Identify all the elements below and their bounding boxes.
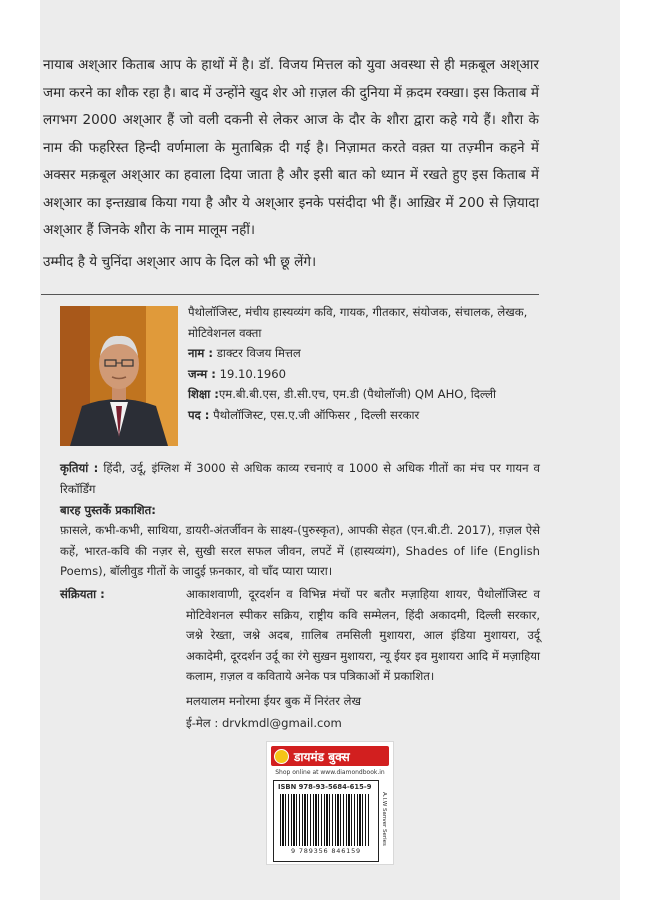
works-label: कृतियां : (60, 461, 99, 475)
email-address: drvkmdl@gmail.com (221, 716, 342, 730)
publisher-logo-bar (271, 746, 389, 766)
author-education-row (188, 384, 540, 405)
books-list: फ़ासले, कभी-कभी, साथिया, डायरी-अंतर्जीवन के साक्ष्य-(पुरुस्कृत), आपकी सेहत (एन.बी.टी. 2017), ग़ज़ल ऐसे कहें, भारत-कवि की नज़र से, सुखी सरल सफल जीवन, लपटें में (हास्यव्यंग), Shades of life (English Poems), बॉलीवुड गीतों के जादुई फ़नकार, वो चाँद प्यारा प्यारा। (60, 523, 540, 578)
works-text: हिंदी, उर्दू, इंग्लिश में 3000 से अधिक काव्य रचनाएं व 1000 से अधिक गीतों का मंच पर गायन व रिकॉर्डिंग (60, 461, 540, 496)
name-label: नाम : (188, 346, 214, 360)
author-dob: 19.10.1960 (219, 366, 286, 381)
barcode-bars (280, 794, 370, 846)
books-heading: बारह पुस्तकें प्रकाशित: (60, 503, 156, 517)
post-label: पद : (188, 407, 210, 422)
email-label: ई-मेल : (186, 716, 219, 730)
email-row (186, 713, 546, 734)
intro-closing-line: उम्मीद है ये चुनिंदा अश्आर आप के दिल को भी छू लेंगे। (43, 253, 317, 270)
series-side-label (380, 782, 388, 858)
author-post: पैथोलॉजिस्ट, एस.ए.जी ऑफिसर , दिल्ली सरकार (213, 407, 420, 422)
series-name: A.I.W Sanver Series (381, 792, 387, 846)
publisher-shop-line: Shop online at www.diamondbook.in (275, 769, 385, 776)
author-post-row (188, 405, 540, 426)
isbn-number: ISBN 978-93-5684-615-9 (278, 783, 372, 791)
intro-paragraph: नायाब अश्आर किताब आप के हाथों में है। डॉ. विजय मित्तल को युवा अवस्था से ही मक़बूल अश्आर जमा करने का शौक रहा है। बाद में उन्होंने खुद शेर ओ ग़ज़ल की दुनिया में क़दम रक्खा। इस किताब में लगभग 2000 अश्आर हैं जो वली दकनी से लेकर आज के दौर के शौरा द्वारा कहे गये हैं। शौरा के नाम की फहरिस्त हिन्दी वर्णमाला के मुताबिक़ दी गई है। निज़ामत करते वक़्त या तज़्मीन कहने में अक्सर मक़बूल अश्आर का हवाला दिया जाता है और इसी बात को ध्यान में रखते हुए इस किताब में अश्आर का इन्तख़ाब किया गया है और ये अश्आर इनके पसंदीदा भी हैं। आख़िर में 200 से ज़ियादा अश्आर हैं जिनके शौरा के नाम मालूम नहीं। (43, 57, 539, 238)
publisher-barcode-card (266, 741, 394, 865)
section-divider (41, 294, 539, 295)
publisher-name: डायमंड बुक्स (294, 749, 350, 764)
barcode-box (273, 780, 379, 862)
author-dob-row (188, 364, 540, 385)
malayalam-line: मलयालम मनोरमा ईयर बुक में निरंतर लेख (186, 694, 361, 708)
author-profession: पैथोलॉजिस्ट, मंचीय हास्यव्यंग कवि, गायक, गीतकार, संयोजक, संचालक, लेखक, मोटिवेशनल वक्ता (188, 305, 528, 340)
author-photo (60, 306, 178, 446)
education-label: शिक्षा : (188, 387, 219, 401)
author-name-row (188, 343, 540, 364)
works-section (60, 458, 540, 499)
intro-section (43, 52, 539, 276)
books-heading-row (60, 500, 540, 521)
dob-label: जन्म : (188, 366, 216, 381)
diamond-logo-icon (274, 749, 289, 764)
author-education: एम.बी.बी.एस, डी.सी.एच, एम.डी (पैथोलॉजी) QM AHO, दिल्ली (218, 387, 497, 401)
author-portrait-illustration (60, 306, 178, 446)
activity-text: आकाशवाणी, दूरदर्शन व विभिन्न मंचों पर बतौर मज़ाहिया शायर, पैथोलॉजिस्ट व मोटिवेशनल स्पीकर सक्रिय, राष्ट्रीय कवि सम्मेलन, हिंदी अकादमी, दिल्ली सरकार, जश्ने रेख्ता, जश्ने अदब, ग़ालिब तमसिली मुशायरा, आल इंडिया मुशायरा, उर्दू अकादेमी, दूरदर्शन उर्दू का रंगे सुख़न मुशायरा, न्यू ईयर इव मुशायरा आदि में मज़ाहिया कलाम, ग़ज़ल व कविताये अनेक पत्र पत्रिकाओं में प्रकाशित। (186, 587, 540, 683)
activity-label: संक्रियता : (60, 587, 105, 601)
author-bio (188, 302, 540, 425)
activity-section (60, 584, 540, 687)
author-name: डाक्टर विजय मित्तल (216, 346, 301, 360)
barcode-digits: 9 789356 846159 (291, 847, 361, 855)
